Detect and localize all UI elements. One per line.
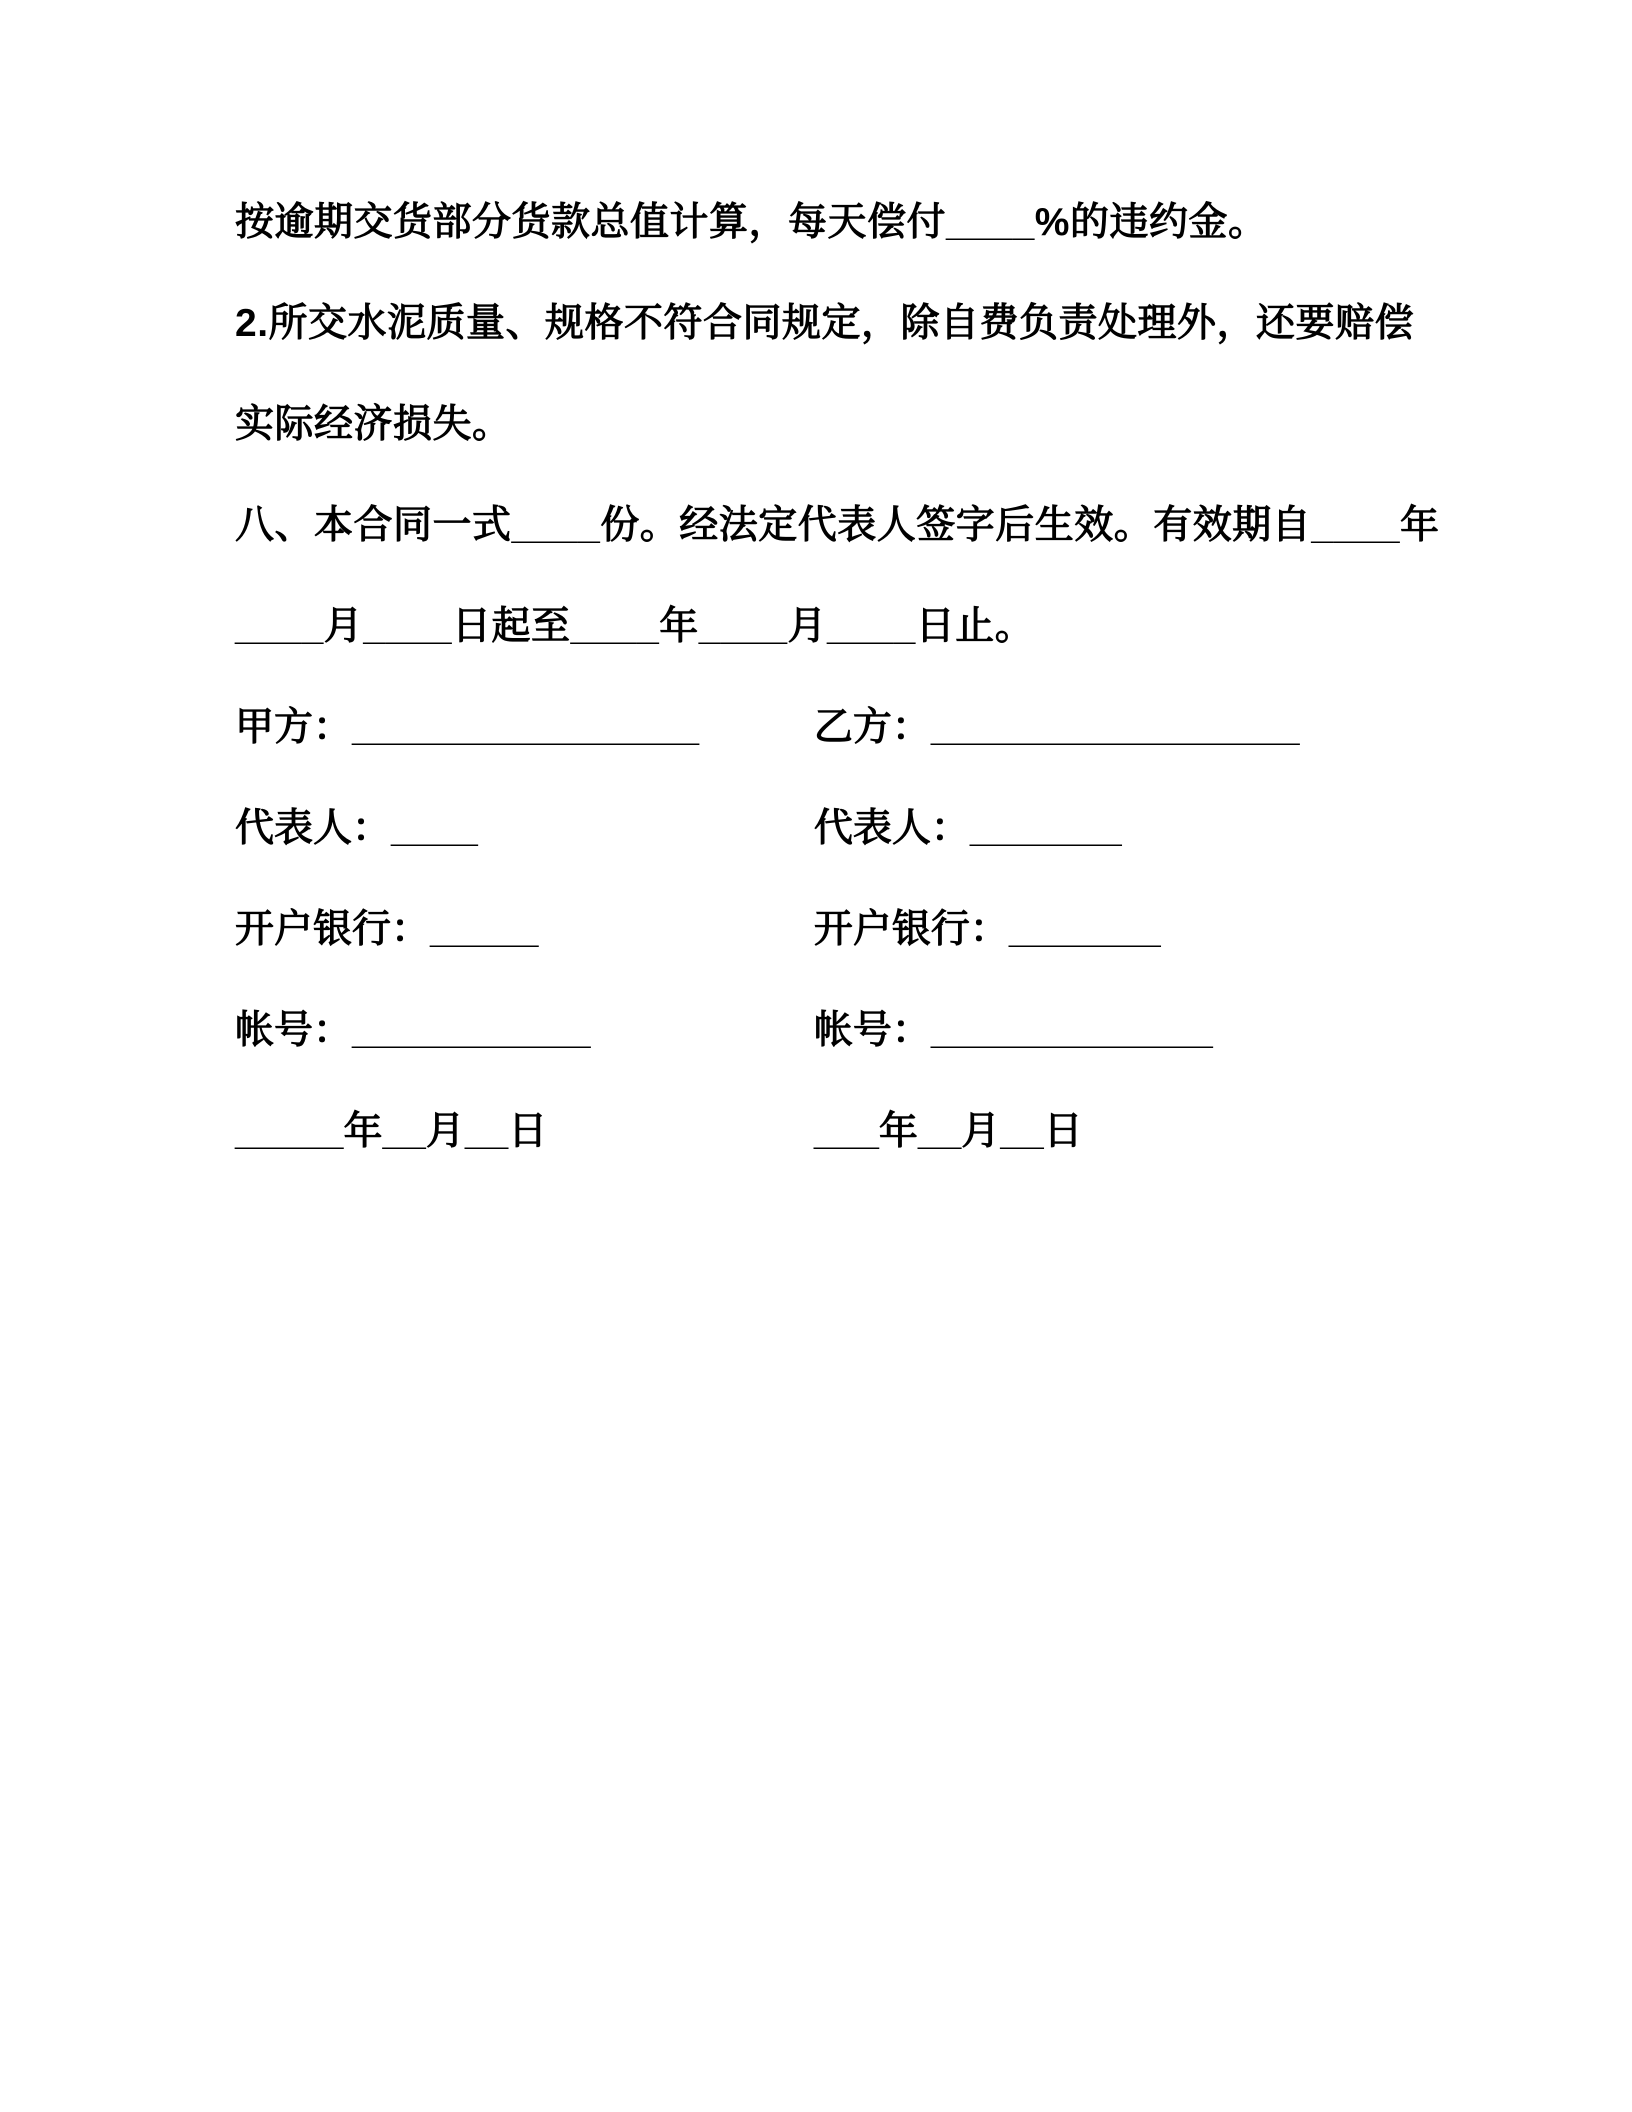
- signature-row-account-numbers: [235, 980, 1512, 1081]
- party-b-account-blank: 帐号：_____________: [813, 1009, 1213, 1052]
- party-a-name-blank: 甲方：________________: [235, 706, 700, 749]
- party-a-date-blank: _____年__月__日: [235, 1110, 548, 1153]
- party-b-representative-blank: 代表人：_______: [813, 807, 1122, 850]
- party-b-name-blank: 乙方：_________________: [813, 706, 1300, 749]
- party-a-representative-blank: 代表人：____: [235, 807, 478, 850]
- signature-row-representatives: [235, 778, 1512, 879]
- body-line-quality-clause-continued: 实际经济损失。: [235, 403, 512, 446]
- party-a-account-blank: 帐号：___________: [235, 1009, 591, 1052]
- contract-body: [235, 172, 1512, 1182]
- signature-row-party-names: [235, 677, 1512, 778]
- body-line-copies-validity-clause: 八、本合同一式____份。经法定代表人签字后生效。有效期自____年: [235, 504, 1440, 547]
- body-line-quality-clause: 2.所交水泥质量、规格不符合同规定，除自费负责处理外，还要赔偿: [235, 302, 1415, 345]
- body-line-penalty-clause: 按逾期交货部分货款总值计算，每天偿付____%的违约金。: [235, 201, 1268, 244]
- party-b-bank-blank: 开户银行：_______: [813, 908, 1161, 951]
- party-a-bank-blank: 开户银行：_____: [235, 908, 539, 951]
- party-b-date-blank: ___年__月__日: [813, 1110, 1083, 1153]
- signature-row-dates: [235, 1081, 1512, 1182]
- signature-row-banks: [235, 879, 1512, 980]
- body-line-validity-dates: ____月____日起至____年____月____日止。: [235, 605, 1035, 648]
